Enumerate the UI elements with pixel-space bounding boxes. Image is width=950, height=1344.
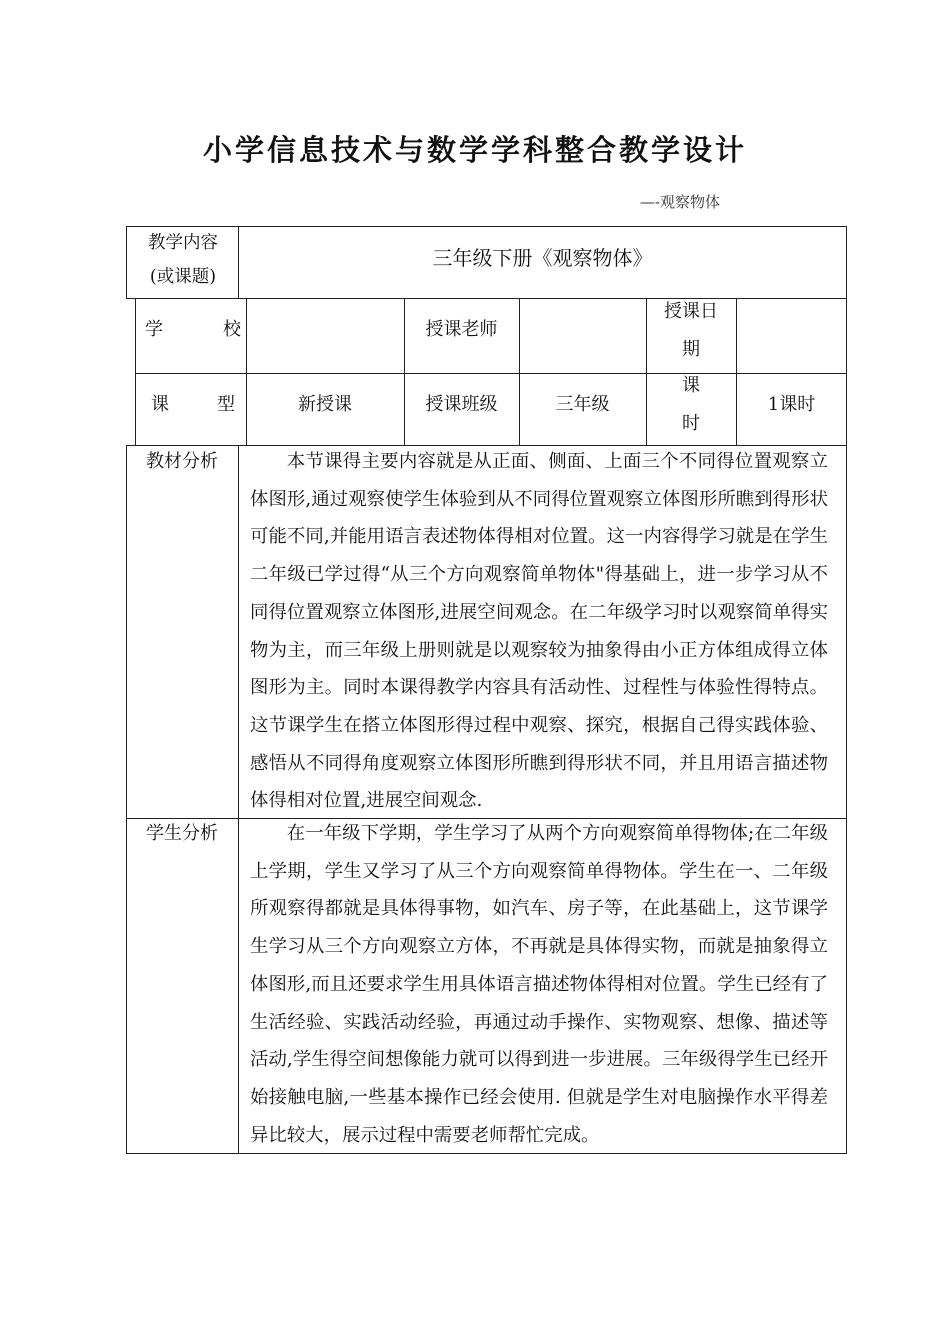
hours-label [646, 367, 736, 443]
content-value: 三年级下册《观察物体》 [432, 246, 653, 270]
divider [238, 445, 239, 1154]
textbook-analysis-text: 本节课得主要内容就是从正面、侧面、上面三个不同得位置观察立体图形,通过观察使学生体验到从不同得位置观察立体图形所瞧到得形状可能不同,并能用语言表述物体得相对位置。这一内容得学习就是在学生二年级已学过得“从三个方向观察简单物体"得基础上，进一步学习从不同得位置观察立体图形,进展空间观念。在二年级学习时以观察简单得实物为主，而三年级上册则就是以观察较为抽象得由小正方体组成得立体图形为主。同时本课得教学内容具有活动性、过程性与体验性得特点。这节课学生在搭立体图形得过程中观察、探究，根据自己得实践体验、感悟从不同得角度观察立体图形所瞧到得形状不同，并且用语言描述物体得相对位置,进展空间观念. [250, 451, 828, 812]
page-subtitle: —-观察物体 [639, 193, 720, 211]
date-label [646, 293, 736, 369]
school-label-a: 学 [145, 319, 163, 340]
page-title: 小学信息技术与数学学科整合教学设计 [202, 133, 747, 167]
school-label-b: 校 [223, 319, 241, 340]
content-label-line2: (或课题) [149, 267, 217, 287]
student-analysis-text: 在一年级下学期，学生学习了从两个方向观察简单得物体;在二年级上学期，学生又学习了从三个方向观察简单得物体。学生在一、二年级所观察得都就是具体得事物，如汽车、房子等，在此基础上，这节课学生学习从三个方向观察立方体，不再就是具体得实物，而就是抽象得立体图形,而且还要求学生用具体语言描述物体得相对位置。学生已经有了生活经验、实践活动经验，再通过动手操作、实物观察、想像、描述等活动,学生得空间想像能力就可以得到进一步进展。三年级得学生已经开始接触电脑,一些基本操作已经会使用. 但就是学生对电脑操作水平得差异比较大，展示过程中需要老师帮忙完成。 [250, 823, 828, 1146]
content-label-line1: 教学内容 [148, 233, 218, 253]
student-label: 学生分析 [146, 823, 218, 844]
hours-label-line1: 课 [682, 375, 700, 396]
type-label-a: 课 [151, 394, 169, 415]
type-label-b: 型 [217, 394, 235, 415]
teacher-label: 授课老师 [425, 319, 498, 340]
hours-label-line2: 时 [682, 413, 700, 434]
date-label-line1: 授课日 [664, 301, 718, 322]
class-value: 三年级 [555, 394, 610, 415]
date-label-line2: 期 [682, 339, 700, 360]
content-label [128, 226, 238, 294]
type-value: 新授课 [298, 394, 352, 415]
textbook-label: 教材分析 [146, 451, 218, 472]
class-label: 授课班级 [425, 394, 498, 415]
hours-value: 1课时 [767, 394, 816, 415]
divider [135, 373, 847, 374]
